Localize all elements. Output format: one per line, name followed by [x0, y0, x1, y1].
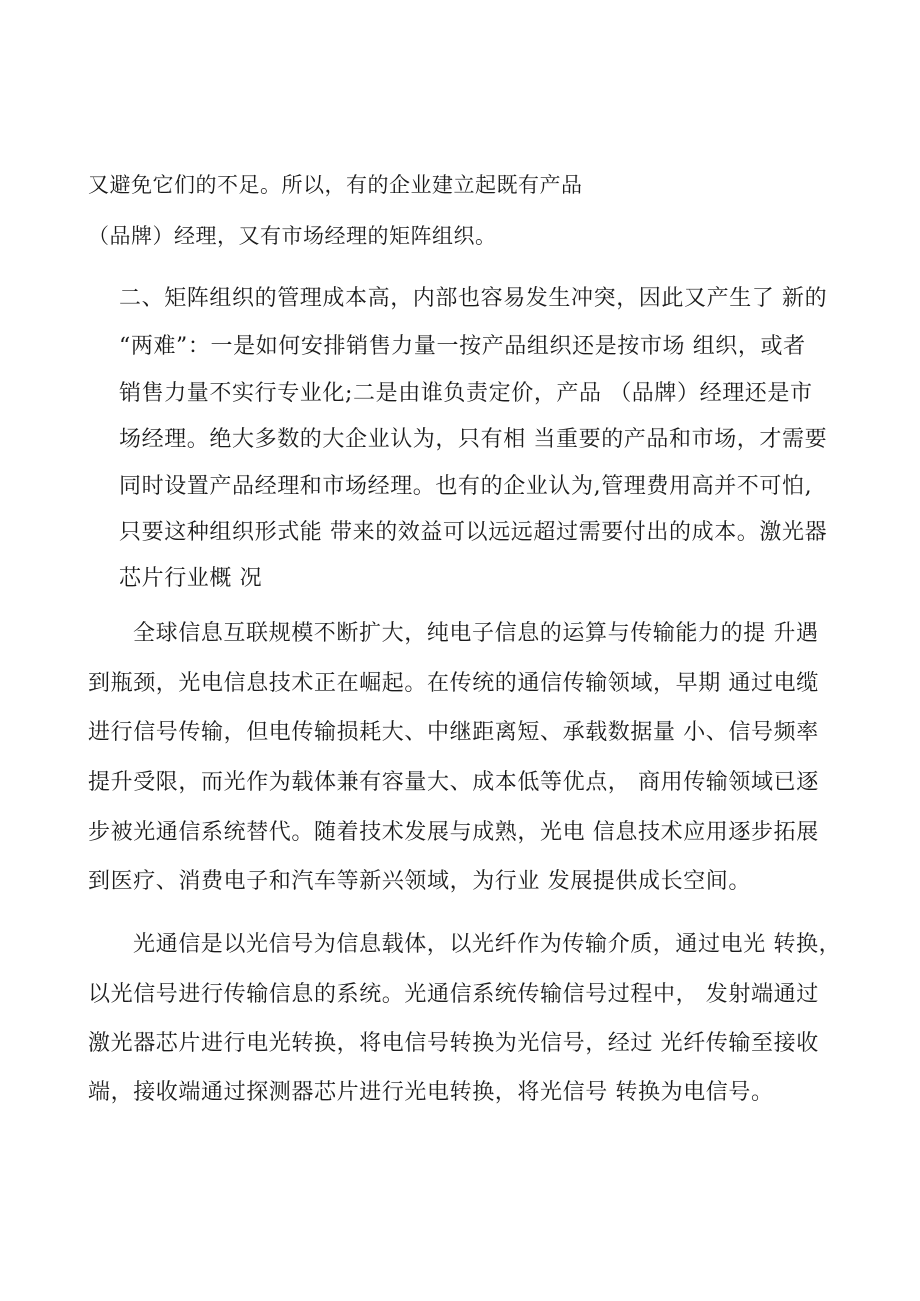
- global-para-line-1: 全球信息互联规模不断扩大，纯电子信息的运算与传输能力的提 升遇: [133, 621, 819, 646]
- global-para-line-4: 提升受限，而光作为载体兼有容量大、成本低等优点， 商用传输领域已逐: [88, 770, 819, 795]
- optical-para-line-3: 激光器芯片进行电光转换，将电信号转换为光信号，经过 光纤传输至接收: [88, 1031, 819, 1056]
- section-two-line-7: 芯片行业概 况: [119, 566, 263, 591]
- section-two-line-5: 同时设置产品经理和市场经理。也有的企业认为,管理费用高并不可怕,: [119, 474, 813, 499]
- section-two-line-2: “两难”：一是如何安排销售力量一按产品组织还是按市场 组织，或者: [119, 334, 806, 359]
- optical-para-line-4: 端，接收端通过探测器芯片进行光电转换，将光信号 转换为电信号。: [88, 1080, 774, 1105]
- section-two-line-4: 场经理。绝大多数的大企业认为，只有相 当重要的产品和市场，才需要: [119, 427, 828, 452]
- section-two-line-6: 只要这种组织形式能 带来的效益可以远远超过需要付出的成本。激光器: [119, 520, 828, 545]
- global-para-line-6: 到医疗、消费电子和汽车等新兴领域，为行业 发展提供成长空间。: [88, 869, 751, 894]
- global-para-line-5: 步被光通信系统替代。随着技术发展与成熟，光电 信息技术应用逐步拓展: [88, 820, 819, 845]
- intro-line-1: 又避免它们的不足。所以，有的企业建立起既有产品: [88, 173, 583, 197]
- global-para-line-2: 到瓶颈，光电信息技术正在崛起。在传统的通信传输领域，早期 通过电缆: [88, 671, 819, 696]
- intro-line-2: （品牌）经理，又有市场经理的矩阵组织。: [88, 224, 497, 248]
- section-two-line-1: 二、矩阵组织的管理成本高，内部也容易发生冲突，因此又产生了 新的: [119, 286, 828, 311]
- section-two-line-3: 销售力量不实行专业化;二是由谁负责定价，产品 （品牌）经理还是市: [119, 381, 813, 406]
- optical-para-line-1: 光通信是以光信号为信息载体，以光纤作为传输介质，通过电光 转换，: [133, 932, 842, 957]
- global-para-line-3: 进行信号传输，但电传输损耗大、中继距离短、承载数据量 小、信号频率: [88, 720, 819, 745]
- optical-para-line-2: 以光信号进行传输信息的系统。光通信系统传输信号过程中， 发射端通过: [88, 982, 819, 1007]
